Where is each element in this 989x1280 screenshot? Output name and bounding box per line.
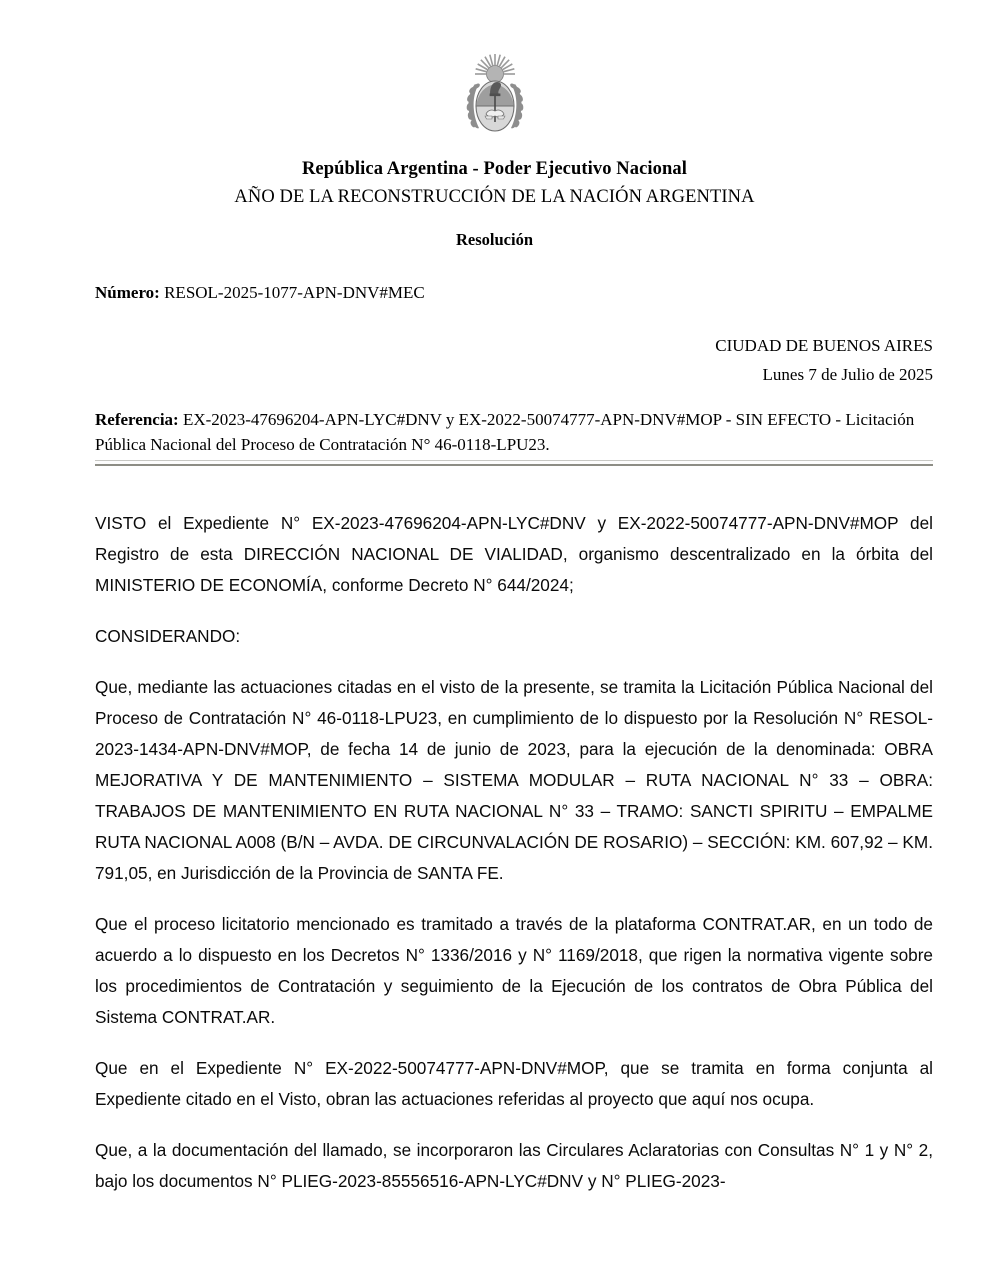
document-body [95, 508, 933, 1197]
numero-value: RESOL-2025-1077-APN-DNV#MEC [164, 283, 425, 302]
referencia-line [95, 408, 933, 457]
header-year-motto: AÑO DE LA RECONSTRUCCIÓN DE LA NACIÓN ARGENTINA [234, 187, 755, 207]
emblem-container [0, 52, 989, 144]
referencia-value: EX-2023-47696204-APN-LYC#DNV y EX-2022-50074777-APN-DNV#MOP - SIN EFECTO - Licitación Pública Nacional del Proceso de Contratación N° 46-0118-LPU23. [95, 410, 915, 454]
referencia-label: Referencia: [95, 410, 179, 429]
city-line: CIUDAD DE BUENOS AIRES [715, 336, 933, 355]
paragraph-considerando-3: Que en el Expediente N° EX-2022-50074777-APN-DNV#MOP, que se tramita en forma conjunta al Expediente citado en el Visto, obran las actuaciones referidas al proyecto que aquí nos ocupa. [95, 1058, 933, 1109]
header-divider [95, 460, 933, 466]
header-organization: República Argentina - Poder Ejecutivo Nacional [301, 159, 688, 179]
header-document-type: Resolución [455, 230, 533, 249]
paragraph-visto: VISTO el Expediente N° EX-2023-47696204-APN-LYC#DNV y EX-2022-50074777-APN-DNV#MOP del Registro de esta DIRECCIÓN NACIONAL DE VIALIDAD, organismo descentralizado en la órbita del MINISTERIO DE ECONOMÍA, conforme Decreto N° 644/2024; [95, 513, 933, 595]
paragraph-considerando-1: Que, mediante las actuaciones citadas en el visto de la presente, se tramita la Licitación Pública Nacional del Proceso de Contratación N° 46-0118-LPU23, en cumplimiento de lo dispuesto por la Resolución N° RESOL-2023-1434-APN-DNV#MOP, de fecha 14 de junio de 2023, para la ejecución de la denominada: OBRA MEJORATIVA Y DE MANTENIMIENTO – SISTEMA MODULAR – RUTA NACIONAL N° 33 – OBRA: TRABAJOS DE MANTENIMIENTO EN RUTA NACIONAL N° 33 – TRAMO: SANCTI SPIRITU – EMPALME RUTA NACIONAL A008 (B/N – AVDA. DE CIRCUNVALACIÓN DE ROSARIO) – SECCIÓN: KM. 607,92 – KM. 791,05, en Jurisdicción de la Provincia de SANTA FE. [95, 677, 933, 883]
paragraph-considerando-4: Que, a la documentación del llamado, se incorporaron las Circulares Aclaratorias con Consultas N° 1 y N° 2, bajo los documentos N° PLIEG-2023-85556516-APN-LYC#DNV y N° PLIEG-2023- [95, 1140, 933, 1191]
date-line: Lunes 7 de Julio de 2025 [762, 365, 933, 384]
considerando-heading: CONSIDERANDO: [95, 626, 241, 646]
argentina-coat-of-arms-icon [462, 52, 528, 144]
numero-line [95, 282, 933, 305]
numero-label: Número: [95, 283, 160, 302]
paragraph-considerando-2: Que el proceso licitatorio mencionado es tramitado a través de la plataforma CONTRAT.AR, en un todo de acuerdo a lo dispuesto en los Decretos N° 1336/2016 y N° 1169/2018, que rigen la normativa vigente sobre los procedimientos de Contratación y seguimiento de la Ejecución de los contratos de Obra Pública del Sistema CONTRAT.AR. [95, 914, 933, 1027]
